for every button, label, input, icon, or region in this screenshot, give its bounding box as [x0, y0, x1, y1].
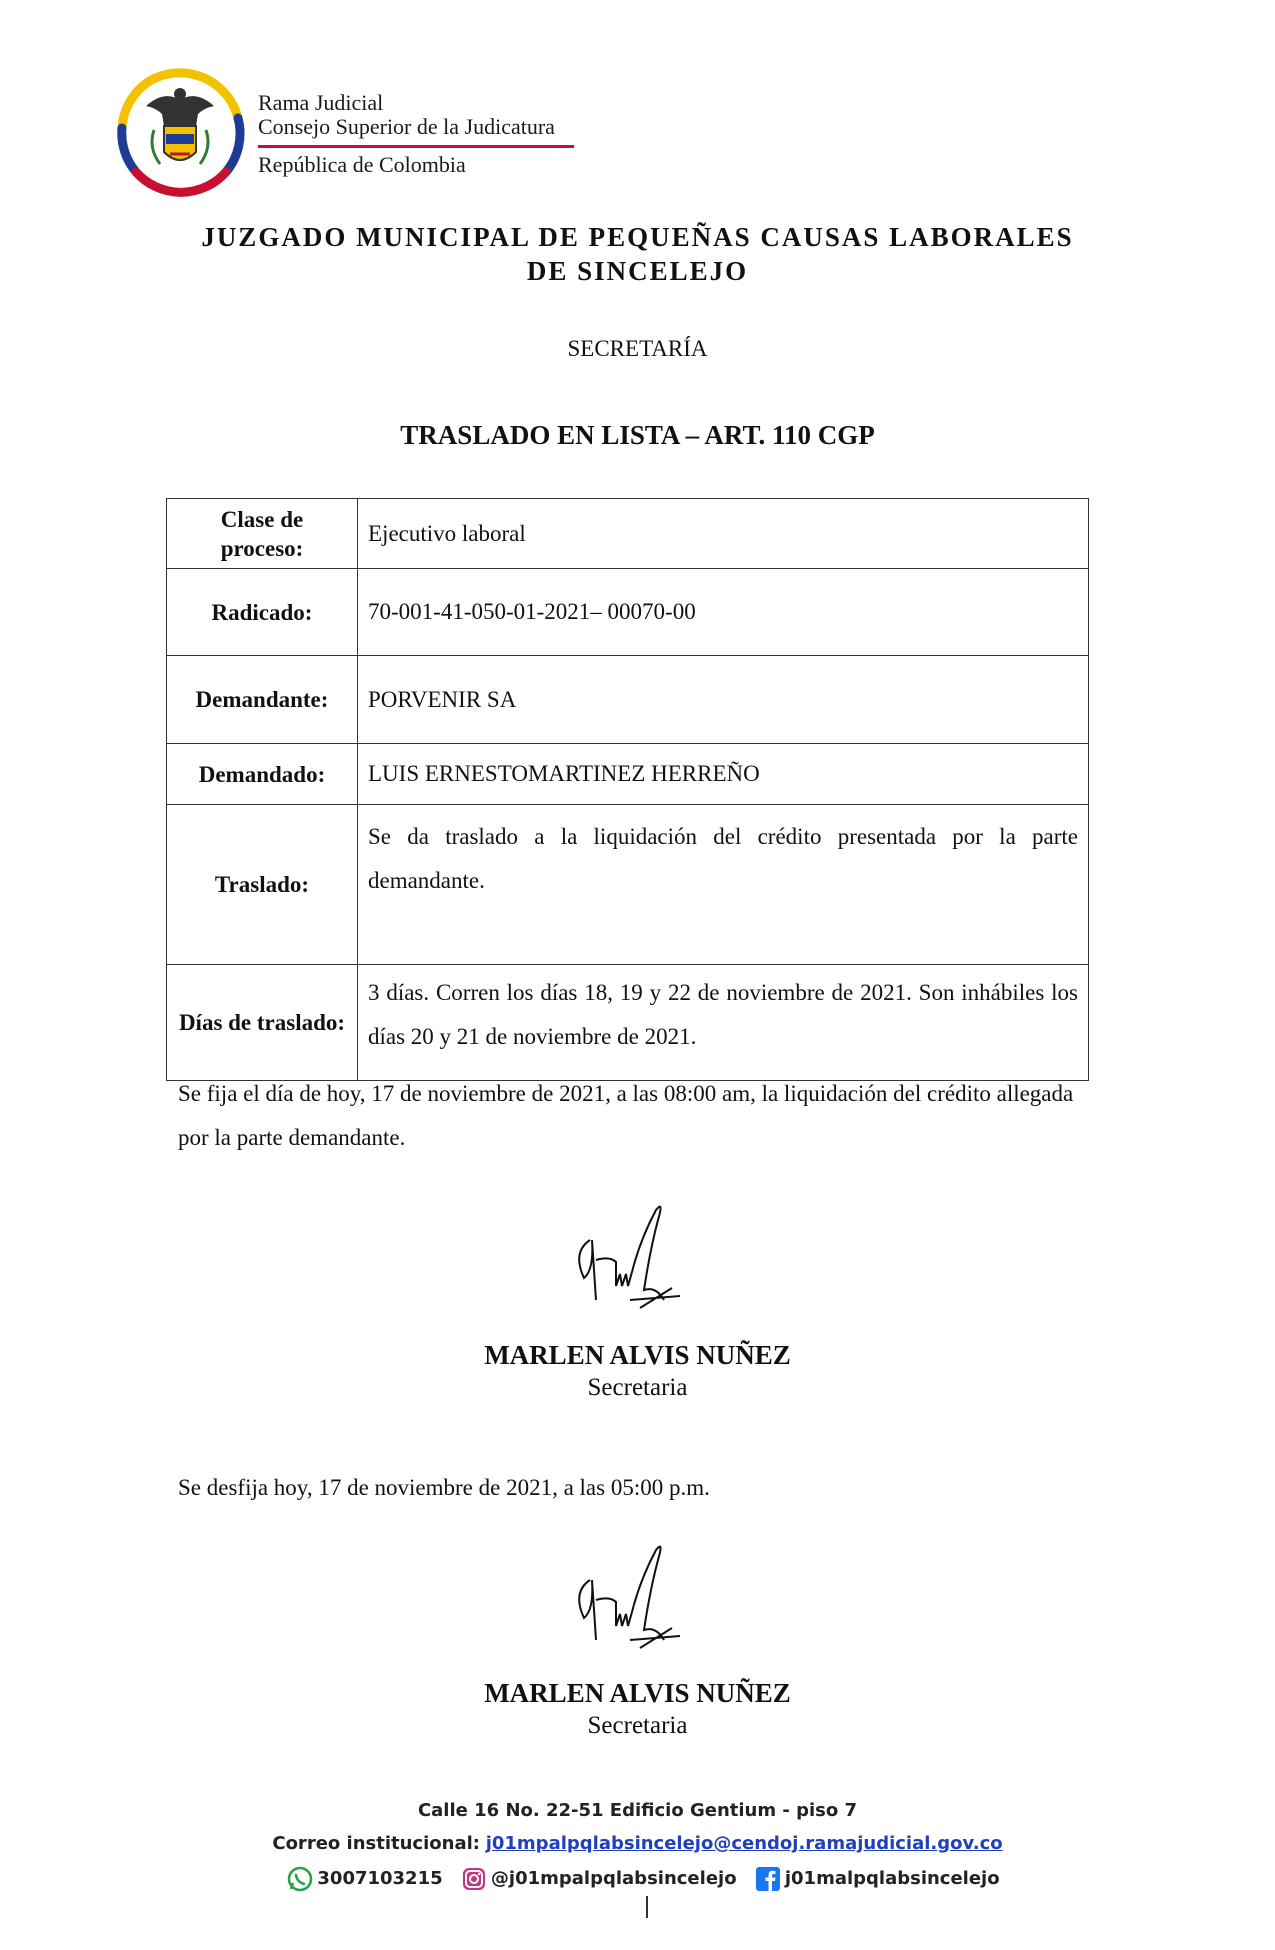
- facebook-icon: [755, 1866, 781, 1892]
- row-value-dias: 3 días. Corren los días 18, 19 y 22 de noviembre de 2021. Son inhábiles los días 20 y 21 de noviembre de 2021.: [358, 965, 1089, 1081]
- row-label-dias: Días de traslado:: [167, 965, 358, 1081]
- table-row: [167, 965, 1089, 1081]
- whatsapp-number: 3007103215: [317, 1868, 443, 1889]
- footer-address: Calle 16 No. 22-51 Edificio Gentium - piso 7: [417, 1800, 858, 1821]
- row-value-radicado: 70-001-41-050-01-2021– 00070-00: [358, 569, 1089, 656]
- whatsapp-icon: [287, 1866, 313, 1892]
- org-name-rama-judicial: Rama Judicial: [258, 90, 384, 115]
- section-heading: SECRETARÍA: [567, 336, 708, 361]
- row-label-clase: Clase de proceso:: [167, 499, 358, 569]
- document-title: TRASLADO EN LISTA – ART. 110 CGP: [400, 420, 875, 450]
- table-row: [167, 656, 1089, 744]
- facebook-handle: j01malpqlabsincelejo: [784, 1868, 1000, 1889]
- instagram-icon: [461, 1866, 487, 1892]
- desfija-paragraph: Se desfija hoy, 17 de noviembre de 2021, a las 05:00 p.m.: [178, 1475, 710, 1500]
- court-name-line2: DE SINCELEJO: [526, 256, 749, 286]
- row-label-traslado: Traslado:: [167, 805, 358, 965]
- org-name-republica: República de Colombia: [258, 152, 466, 177]
- row-value-traslado: Se da traslado a la liquidación del crédito presentada por la parte demandante.: [358, 805, 1089, 965]
- email-link[interactable]: j01mpalpqlabsincelejo@cendoj.ramajudicial.gov.co: [485, 1833, 1003, 1854]
- signer-name: MARLEN ALVIS NUÑEZ: [484, 1678, 791, 1708]
- row-value-demandado: LUIS ERNESTOMARTINEZ HERREÑO: [358, 744, 1089, 805]
- signer-name: MARLEN ALVIS NUÑEZ: [484, 1340, 791, 1370]
- row-label-demandado: Demandado:: [167, 744, 358, 805]
- row-value-demandante: PORVENIR SA: [358, 656, 1089, 744]
- table-row: [167, 569, 1089, 656]
- footer-social-line: [0, 1866, 1275, 1892]
- row-value-clase: Ejecutivo laboral: [358, 499, 1089, 569]
- signer-role: Secretaria: [587, 1712, 688, 1739]
- page-marker: [646, 1896, 648, 1918]
- org-name-consejo: Consejo Superior de la Judicatura: [258, 114, 555, 139]
- signer-role: Secretaria: [587, 1374, 688, 1401]
- instagram-handle: @j01mpalpqlabsincelejo: [490, 1868, 737, 1889]
- signature-image: [560, 1200, 710, 1312]
- table-row: [167, 499, 1089, 569]
- rama-judicial-logo: [108, 68, 252, 204]
- signature-image: [560, 1540, 710, 1652]
- row-label-radicado: Radicado:: [167, 569, 358, 656]
- court-name-line1: JUZGADO MUNICIPAL DE PEQUEÑAS CAUSAS LABORALES: [201, 222, 1074, 252]
- footer-email-line: [0, 1833, 1275, 1854]
- email-label: Correo institucional:: [272, 1833, 480, 1854]
- row-label-demandante: Demandante:: [167, 656, 358, 744]
- case-info-table: [166, 498, 1089, 1081]
- table-row: [167, 744, 1089, 805]
- header-divider: [258, 145, 574, 148]
- table-row: [167, 805, 1089, 965]
- fija-paragraph: Se fija el día de hoy, 17 de noviembre de 2021, a las 08:00 am, la liquidación del crédito allegada por la parte demandante.: [178, 1081, 1074, 1150]
